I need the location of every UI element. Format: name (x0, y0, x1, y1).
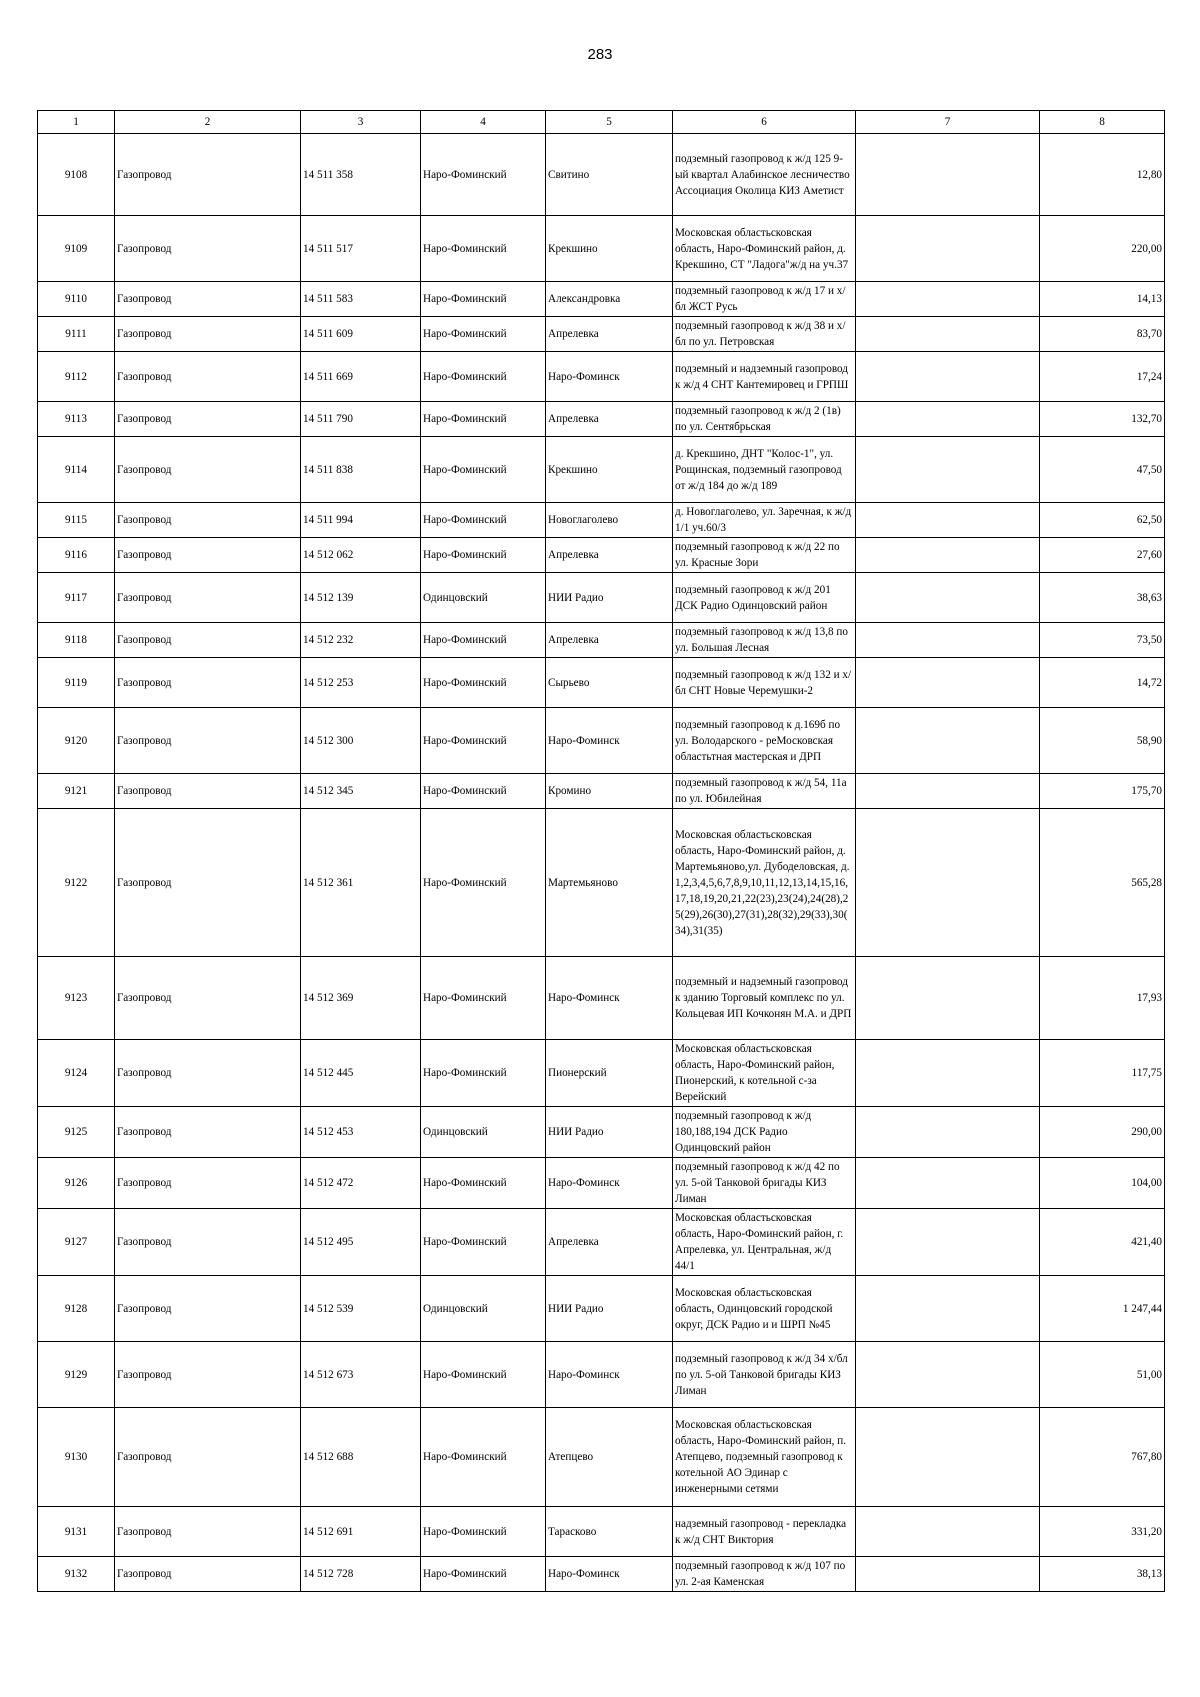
cell-district: Наро-Фоминский (421, 1408, 546, 1507)
cell-number: 9119 (38, 658, 115, 708)
cell-number: 9118 (38, 623, 115, 658)
cell-note (856, 809, 1040, 957)
cell-number: 9131 (38, 1507, 115, 1557)
cell-code: 14 512 445 (301, 1040, 421, 1107)
cell-note (856, 1276, 1040, 1342)
cell-note (856, 774, 1040, 809)
cell-object-type: Газопровод (115, 437, 301, 503)
cell-number: 9128 (38, 1276, 115, 1342)
cell-number: 9110 (38, 282, 115, 317)
cell-number: 9123 (38, 957, 115, 1040)
cell-locality: НИИ Радио (546, 1276, 673, 1342)
cell-code: 14 512 453 (301, 1107, 421, 1158)
cell-value: 12,80 (1040, 134, 1165, 216)
cell-note (856, 1408, 1040, 1507)
cell-description: подземный газопровод к ж/д 42 по ул. 5-ой Танковой бригады КИЗ Лиман (673, 1158, 856, 1209)
cell-district: Наро-Фоминский (421, 809, 546, 957)
cell-object-type: Газопровод (115, 1342, 301, 1408)
table-row (38, 1276, 1165, 1342)
cell-value: 17,24 (1040, 352, 1165, 402)
cell-number: 9117 (38, 573, 115, 623)
cell-object-type: Газопровод (115, 623, 301, 658)
cell-locality: Наро-Фоминск (546, 352, 673, 402)
cell-code: 14 512 688 (301, 1408, 421, 1507)
cell-value: 290,00 (1040, 1107, 1165, 1158)
cell-value: 104,00 (1040, 1158, 1165, 1209)
cell-locality: Апрелевка (546, 538, 673, 573)
cell-number: 9129 (38, 1342, 115, 1408)
cell-description: надземный газопровод - перекладка к ж/д СНТ Виктория (673, 1507, 856, 1557)
cell-number: 9126 (38, 1158, 115, 1209)
cell-description: Московская областьсковская область, Наро-Фоминский район, Пионерский, к котельной с-за Верейский (673, 1040, 856, 1107)
cell-value: 14,72 (1040, 658, 1165, 708)
cell-value: 38,13 (1040, 1557, 1165, 1592)
cell-object-type: Газопровод (115, 573, 301, 623)
cell-value: 73,50 (1040, 623, 1165, 658)
table-row (38, 1040, 1165, 1107)
cell-district: Наро-Фоминский (421, 282, 546, 317)
cell-code: 14 512 691 (301, 1507, 421, 1557)
cell-description: подземный газопровод к ж/д 2 (1в) по ул. Сентябрьская (673, 402, 856, 437)
cell-description: Московская областьсковская область, Наро-Фоминский район, д. Мартемьяново,ул. Дубоделовская, д. 1,2,3,4,5,6,7,8,9,10,11,12,13,14,15,16,17,18,19,20,21,22(23),23(24),24(28),25(29),26(30),27(31),28(32),29(33),30(34),31(35) (673, 809, 856, 957)
table-row (38, 658, 1165, 708)
cell-number: 9112 (38, 352, 115, 402)
cell-code: 14 512 062 (301, 538, 421, 573)
table-row (38, 957, 1165, 1040)
cell-object-type: Газопровод (115, 809, 301, 957)
cell-number: 9125 (38, 1107, 115, 1158)
table-row (38, 1408, 1165, 1507)
cell-description: подземный газопровод к ж/д 17 и х/бл ЖСТ Русь (673, 282, 856, 317)
cell-description: подземный газопровод к ж/д 13,8 по ул. Большая Лесная (673, 623, 856, 658)
table-row (38, 623, 1165, 658)
cell-note (856, 538, 1040, 573)
cell-note (856, 658, 1040, 708)
cell-district: Наро-Фоминский (421, 1158, 546, 1209)
cell-value: 27,60 (1040, 538, 1165, 573)
cell-note (856, 1107, 1040, 1158)
cell-object-type: Газопровод (115, 216, 301, 282)
cell-locality: НИИ Радио (546, 1107, 673, 1158)
table-row (38, 1342, 1165, 1408)
cell-number: 9120 (38, 708, 115, 774)
cell-object-type: Газопровод (115, 134, 301, 216)
cell-code: 14 512 361 (301, 809, 421, 957)
table-body (38, 134, 1165, 1592)
table-row (38, 352, 1165, 402)
table-row (38, 437, 1165, 503)
cell-district: Наро-Фоминский (421, 1507, 546, 1557)
cell-locality: Апрелевка (546, 1209, 673, 1276)
cell-object-type: Газопровод (115, 1040, 301, 1107)
cell-object-type: Газопровод (115, 774, 301, 809)
cell-note (856, 1557, 1040, 1592)
cell-code: 14 512 300 (301, 708, 421, 774)
cell-district: Наро-Фоминский (421, 503, 546, 538)
cell-number: 9122 (38, 809, 115, 957)
cell-object-type: Газопровод (115, 1158, 301, 1209)
cell-district: Одинцовский (421, 573, 546, 623)
table-row (38, 1107, 1165, 1158)
cell-object-type: Газопровод (115, 538, 301, 573)
cell-locality: Александровка (546, 282, 673, 317)
cell-value: 220,00 (1040, 216, 1165, 282)
column-header: 6 (673, 111, 856, 134)
cell-district: Наро-Фоминский (421, 538, 546, 573)
cell-note (856, 1342, 1040, 1408)
table-row (38, 503, 1165, 538)
cell-value: 117,75 (1040, 1040, 1165, 1107)
cell-value: 83,70 (1040, 317, 1165, 352)
cell-description: д. Новоглаголево, ул. Заречная, к ж/д 1/1 уч.60/3 (673, 503, 856, 538)
cell-code: 14 511 358 (301, 134, 421, 216)
cell-value: 14,13 (1040, 282, 1165, 317)
cell-value: 132,70 (1040, 402, 1165, 437)
cell-number: 9121 (38, 774, 115, 809)
cell-object-type: Газопровод (115, 282, 301, 317)
cell-locality: Наро-Фоминск (546, 1158, 673, 1209)
table-row (38, 708, 1165, 774)
cell-object-type: Газопровод (115, 503, 301, 538)
cell-district: Наро-Фоминский (421, 216, 546, 282)
cell-value: 1 247,44 (1040, 1276, 1165, 1342)
cell-locality: Пионерский (546, 1040, 673, 1107)
cell-description: подземный газопровод к ж/д 107 по ул. 2-ая Каменская (673, 1557, 856, 1592)
cell-district: Наро-Фоминский (421, 957, 546, 1040)
cell-description: подземный газопровод к ж/д 125 9-ый квартал Алабинское лесничество Ассоциация Околица КИЗ Аметист (673, 134, 856, 216)
cell-object-type: Газопровод (115, 1276, 301, 1342)
cell-value: 47,50 (1040, 437, 1165, 503)
cell-code: 14 511 994 (301, 503, 421, 538)
cell-code: 14 511 609 (301, 317, 421, 352)
cell-district: Наро-Фоминский (421, 1209, 546, 1276)
cell-value: 767,80 (1040, 1408, 1165, 1507)
cell-locality: Тарасково (546, 1507, 673, 1557)
cell-value: 331,20 (1040, 1507, 1165, 1557)
cell-district: Одинцовский (421, 1107, 546, 1158)
cell-district: Наро-Фоминский (421, 402, 546, 437)
cell-locality: Апрелевка (546, 623, 673, 658)
cell-locality: Наро-Фоминск (546, 1342, 673, 1408)
table-row (38, 216, 1165, 282)
cell-note (856, 282, 1040, 317)
table-row (38, 402, 1165, 437)
cell-locality: Крекшино (546, 216, 673, 282)
cell-number: 9113 (38, 402, 115, 437)
cell-note (856, 402, 1040, 437)
cell-description: подземный газопровод к д.169б по ул. Володарского - реМосковская областьтная мастерская и ДРП (673, 708, 856, 774)
cell-district: Наро-Фоминский (421, 708, 546, 774)
cell-district: Наро-Фоминский (421, 1040, 546, 1107)
cell-note (856, 317, 1040, 352)
cell-object-type: Газопровод (115, 1209, 301, 1276)
cell-value: 58,90 (1040, 708, 1165, 774)
cell-code: 14 512 139 (301, 573, 421, 623)
cell-locality: Сырьево (546, 658, 673, 708)
cell-object-type: Газопровод (115, 1107, 301, 1158)
cell-note (856, 708, 1040, 774)
cell-number: 9116 (38, 538, 115, 573)
cell-district: Наро-Фоминский (421, 317, 546, 352)
cell-description: подземный газопровод к ж/д 132 и х/бл СНТ Новые Черемушки-2 (673, 658, 856, 708)
column-header: 8 (1040, 111, 1165, 134)
cell-locality: Мартемьяново (546, 809, 673, 957)
cell-object-type: Газопровод (115, 708, 301, 774)
cell-object-type: Газопровод (115, 1507, 301, 1557)
cell-description: подземный газопровод к ж/д 201 ДСК Радио Одинцовский район (673, 573, 856, 623)
cell-locality: Наро-Фоминск (546, 1557, 673, 1592)
table-row (38, 1557, 1165, 1592)
cell-district: Наро-Фоминский (421, 352, 546, 402)
cell-number: 9130 (38, 1408, 115, 1507)
cell-value: 38,63 (1040, 573, 1165, 623)
table-row (38, 1209, 1165, 1276)
table-row (38, 317, 1165, 352)
cell-number: 9109 (38, 216, 115, 282)
column-header: 1 (38, 111, 115, 134)
cell-locality: Крекшино (546, 437, 673, 503)
cell-value: 175,70 (1040, 774, 1165, 809)
cell-value: 421,40 (1040, 1209, 1165, 1276)
cell-note (856, 1209, 1040, 1276)
cell-note (856, 573, 1040, 623)
cell-description: подземный газопровод к ж/д 22 по ул. Красные Зори (673, 538, 856, 573)
cell-description: подземный газопровод к ж/д 38 и х/бл по ул. Петровская (673, 317, 856, 352)
cell-number: 9114 (38, 437, 115, 503)
cell-code: 14 512 345 (301, 774, 421, 809)
cell-number: 9115 (38, 503, 115, 538)
table-row (38, 1507, 1165, 1557)
table-row (38, 1158, 1165, 1209)
cell-note (856, 1158, 1040, 1209)
cell-note (856, 352, 1040, 402)
cell-district: Наро-Фоминский (421, 658, 546, 708)
cell-value: 17,93 (1040, 957, 1165, 1040)
cell-value: 51,00 (1040, 1342, 1165, 1408)
page-number: 283 (587, 46, 613, 63)
cell-object-type: Газопровод (115, 1408, 301, 1507)
cell-locality: Апрелевка (546, 317, 673, 352)
cell-code: 14 512 539 (301, 1276, 421, 1342)
cell-note (856, 437, 1040, 503)
cell-description: подземный газопровод к ж/д 34 х/бл по ул. 5-ой Танковой бригады КИЗ Лиман (673, 1342, 856, 1408)
cell-code: 14 511 790 (301, 402, 421, 437)
cell-description: Московская областьсковская область, Наро-Фоминский район, п. Атепцево, подземный газопровод к котельной АО Эдинар с инженерными сетями (673, 1408, 856, 1507)
cell-district: Наро-Фоминский (421, 623, 546, 658)
cell-number: 9108 (38, 134, 115, 216)
cell-code: 14 512 369 (301, 957, 421, 1040)
cell-object-type: Газопровод (115, 402, 301, 437)
cell-locality: Апрелевка (546, 402, 673, 437)
cell-description: подземный и надземный газопровод к зданию Торговый комплекс по ул. Кольцевая ИП Кочконян М.А. и ДРП (673, 957, 856, 1040)
cell-note (856, 957, 1040, 1040)
cell-locality: Атепцево (546, 1408, 673, 1507)
cell-number: 9111 (38, 317, 115, 352)
cell-code: 14 512 495 (301, 1209, 421, 1276)
cell-note (856, 1040, 1040, 1107)
cell-locality: Наро-Фоминск (546, 957, 673, 1040)
cell-note (856, 216, 1040, 282)
cell-locality: Новоглаголево (546, 503, 673, 538)
cell-code: 14 511 583 (301, 282, 421, 317)
column-header: 5 (546, 111, 673, 134)
cell-number: 9132 (38, 1557, 115, 1592)
cell-code: 14 512 673 (301, 1342, 421, 1408)
cell-note (856, 623, 1040, 658)
cell-value: 62,50 (1040, 503, 1165, 538)
cell-object-type: Газопровод (115, 658, 301, 708)
cell-number: 9127 (38, 1209, 115, 1276)
cell-code: 14 511 517 (301, 216, 421, 282)
cell-locality: Наро-Фоминск (546, 708, 673, 774)
cell-note (856, 134, 1040, 216)
table-row (38, 538, 1165, 573)
cell-district: Одинцовский (421, 1276, 546, 1342)
cell-code: 14 512 232 (301, 623, 421, 658)
cell-code: 14 512 472 (301, 1158, 421, 1209)
cell-number: 9124 (38, 1040, 115, 1107)
cell-description: подземный газопровод к ж/д 54, 11а по ул. Юбилейная (673, 774, 856, 809)
cell-code: 14 512 253 (301, 658, 421, 708)
table-row (38, 573, 1165, 623)
cell-description: Московская областьсковская область, Наро-Фоминский район, д. Крекшино, СТ "Ладога"ж/д на уч.37 (673, 216, 856, 282)
cell-object-type: Газопровод (115, 352, 301, 402)
table-row (38, 809, 1165, 957)
column-header: 3 (301, 111, 421, 134)
column-header: 2 (115, 111, 301, 134)
cell-note (856, 503, 1040, 538)
column-header: 4 (421, 111, 546, 134)
cell-district: Наро-Фоминский (421, 774, 546, 809)
table-row (38, 134, 1165, 216)
cell-object-type: Газопровод (115, 317, 301, 352)
cell-code: 14 511 669 (301, 352, 421, 402)
table-row (38, 282, 1165, 317)
cell-district: Наро-Фоминский (421, 1557, 546, 1592)
cell-description: д. Крекшино, ДНТ "Колос-1", ул. Рощинская, подземный газопровод от ж/д 184 до ж/д 189 (673, 437, 856, 503)
cell-description: подземный и надземный газопровод к ж/д 4 СНТ Кантемировец и ГРПШ (673, 352, 856, 402)
cell-description: Московская областьсковская область, Наро-Фоминский район, г. Апрелевка, ул. Центральная, ж/д 44/1 (673, 1209, 856, 1276)
table-row (38, 774, 1165, 809)
cell-object-type: Газопровод (115, 1557, 301, 1592)
column-header: 7 (856, 111, 1040, 134)
cell-value: 565,28 (1040, 809, 1165, 957)
cell-note (856, 1507, 1040, 1557)
header-row (38, 111, 1165, 134)
cell-locality: Кромино (546, 774, 673, 809)
cell-object-type: Газопровод (115, 957, 301, 1040)
cell-district: Наро-Фоминский (421, 1342, 546, 1408)
cell-description: подземный газопровод к ж/д 180,188,194 ДСК Радио Одинцовский район (673, 1107, 856, 1158)
cell-code: 14 512 728 (301, 1557, 421, 1592)
cell-code: 14 511 838 (301, 437, 421, 503)
cell-district: Наро-Фоминский (421, 134, 546, 216)
cell-description: Московская областьсковская область, Одинцовский городской округ, ДСК Радио и и ШРП №45 (673, 1276, 856, 1342)
cell-locality: НИИ Радио (546, 573, 673, 623)
cell-district: Наро-Фоминский (421, 437, 546, 503)
cell-locality: Свитино (546, 134, 673, 216)
registry-table (37, 110, 1165, 1592)
